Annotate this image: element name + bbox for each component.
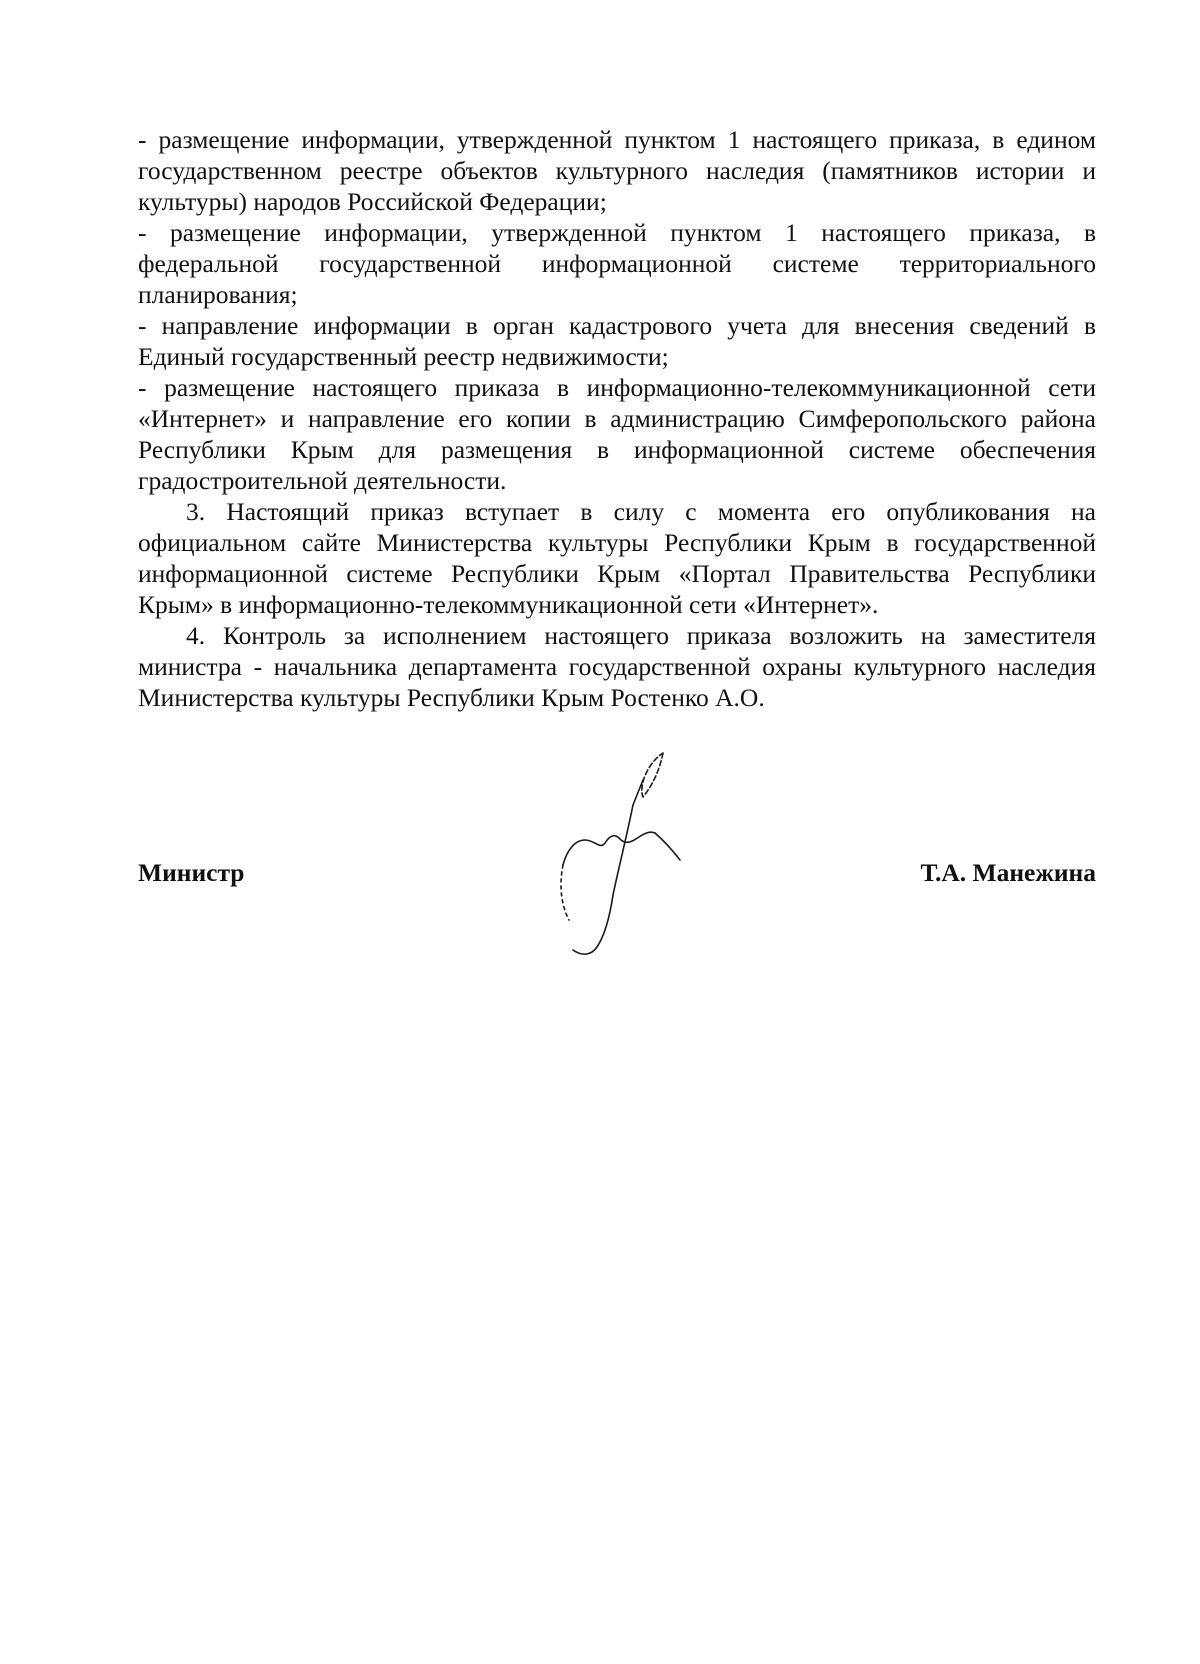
- paragraph-execution-control: 4. Контроль за исполнением настоящего приказа возложить на заместителя министра - начальника департамента государственной охраны культурного наследия Министерства культуры Республики Крым Ростенко А.О.: [138, 621, 1096, 712]
- document-body: [138, 124, 1096, 713]
- signature-row: [138, 858, 1096, 898]
- signatory-title: Министр: [138, 858, 245, 887]
- paragraph-entry-into-force: 3. Настоящий приказ вступает в силу с момента его опубликования на официальном сайте Министерства культуры Республики Крым в государственной информационной системе Республики Крым «Портал Правительства Республики Крым» в информационно-телекоммуникационной сети «Интернет».: [138, 497, 1096, 619]
- handwritten-signature: [555, 745, 725, 960]
- signatory-name: Т.А. Манежина: [920, 858, 1096, 887]
- paragraph-planning-system: - размещение информации, утвержденной пунктом 1 настоящего приказа, в федеральной государственной информационной системе территориального планирования;: [138, 218, 1096, 309]
- paragraph-cadastral-registration: - направление информации в орган кадастрового учета для внесения сведений в Единый государственный реестр недвижимости;: [138, 311, 1096, 371]
- paragraph-internet-publication: - размещение настоящего приказа в информационно-телекоммуникационной сети «Интернет» и направление его копии в администрацию Симферопольского района Республики Крым для размещения в информационной системе обеспечения градостроительной деятельности.: [138, 373, 1096, 495]
- paragraph-registry-placement: - размещение информации, утвержденной пунктом 1 настоящего приказа, в едином государственном реестре объектов культурного наследия (памятников истории и культуры) народов Российской Федерации;: [138, 125, 1096, 216]
